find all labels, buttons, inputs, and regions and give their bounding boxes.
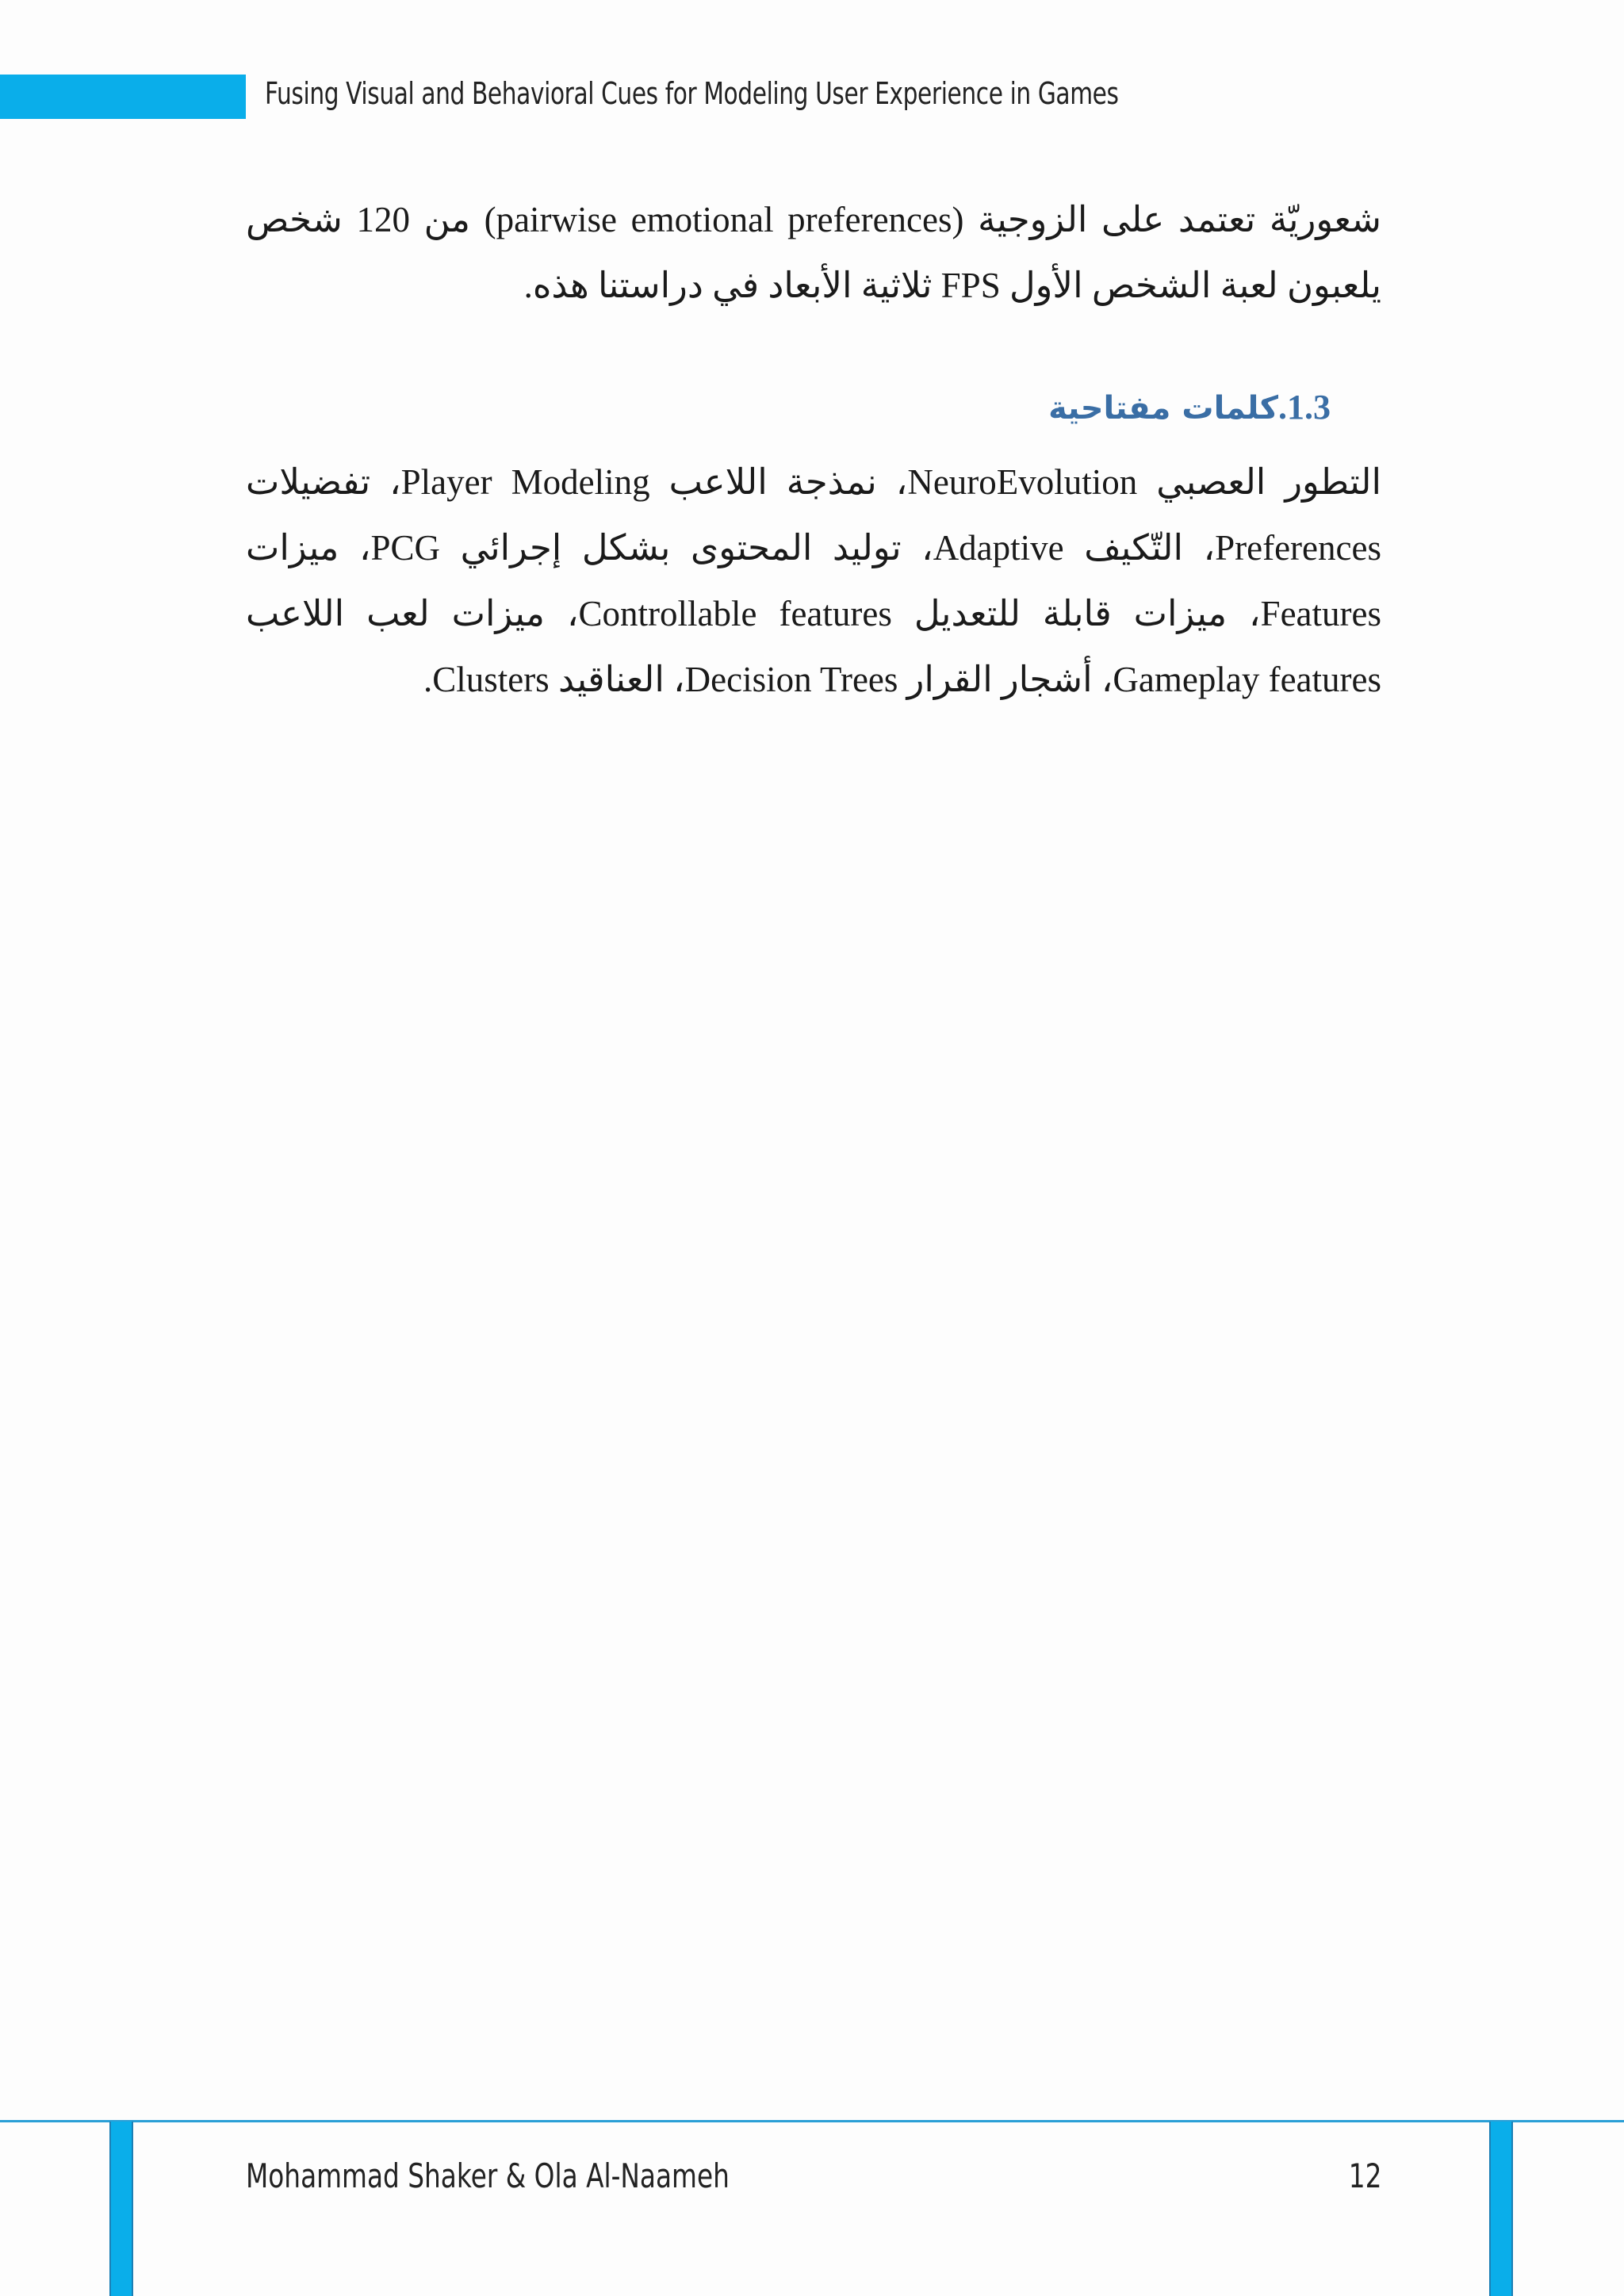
footer-authors: Mohammad Shaker & Ola Al-Naameh <box>246 2156 730 2195</box>
running-header-title: Fusing Visual and Behavioral Cues for Modeling User Experience in Games <box>265 76 1119 111</box>
section-title: كلمات مفتاحية <box>1048 390 1278 427</box>
footer-left-bar <box>109 2122 133 2296</box>
intro-paragraph: شعوريّة تعتمد على الزوجية (pairwise emotional preferences) من 120 شخص يلعبون لعبة الشخص الأول FPS ثلاثية الأبعاد في دراستنا هذه. <box>246 200 1381 305</box>
section-heading <box>1048 387 1331 427</box>
page-number: 12 <box>1348 2156 1381 2195</box>
footer-rule <box>0 2120 1624 2122</box>
header-accent-band <box>0 75 246 119</box>
footer-right-bar <box>1489 2122 1513 2296</box>
keywords-paragraph: التطور العصبي NeuroEvolution، نمذجة اللاعب Player Modeling، تفضيلات Preferences، التّكيف Adaptive، توليد المحتوى بشكل إجرائي PCG، ميزات Features، ميزات قابلة للتعديل Controllable features، ميزات لعب اللاعب Gameplay features، أشجار القرار Decision Trees، العناقيد Clusters. <box>246 462 1381 699</box>
section-number: 1.3. <box>1278 388 1331 427</box>
